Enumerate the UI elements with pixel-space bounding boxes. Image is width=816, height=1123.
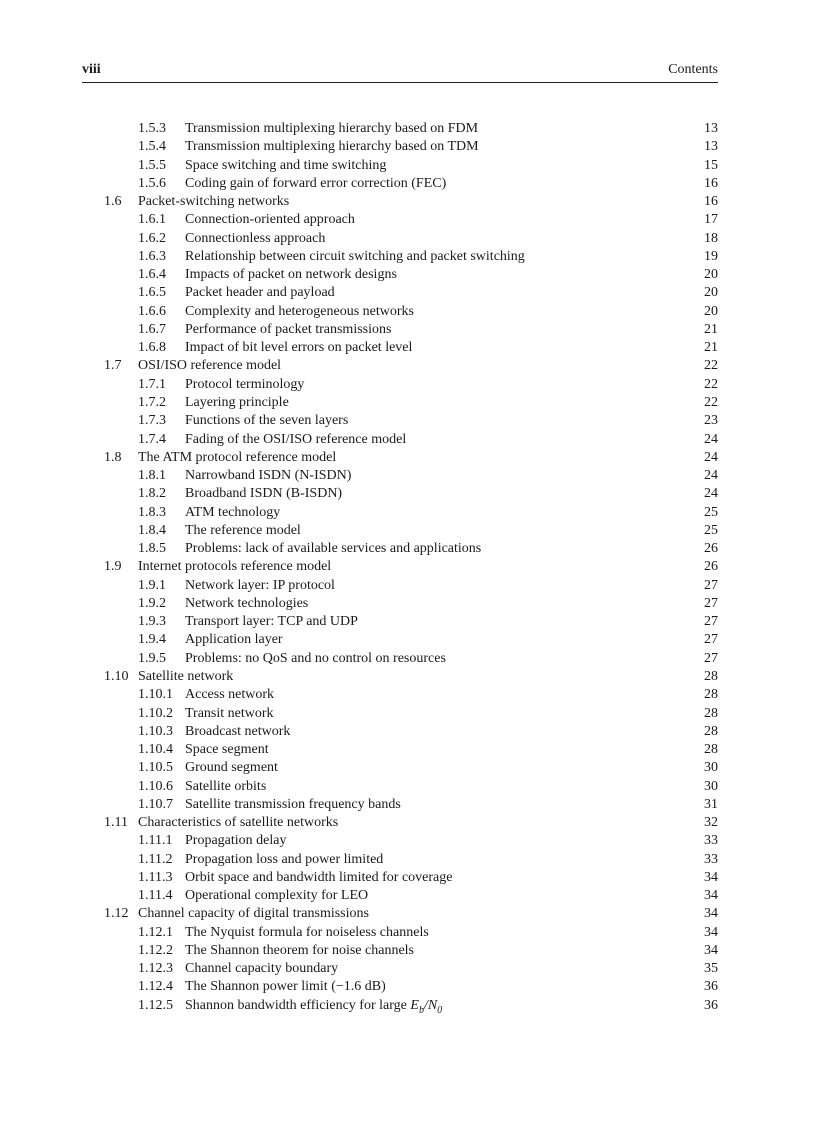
toc-entry-page: 25 <box>704 504 718 520</box>
toc-entry-page: 34 <box>704 888 718 904</box>
toc-entry-title <box>185 211 355 229</box>
toc-subsection-entry[interactable] <box>0 686 816 704</box>
toc-entry-page: 34 <box>704 942 718 958</box>
toc-entry-title <box>185 303 414 321</box>
toc-entry-title <box>185 577 335 595</box>
toc-section-entry[interactable] <box>0 668 816 686</box>
toc-section-entry[interactable] <box>0 905 816 923</box>
toc-entry-page: 23 <box>704 413 718 429</box>
toc-entry-title-text: Packet-switching networks <box>138 194 290 210</box>
toc-subsection-entry[interactable] <box>0 394 816 412</box>
page-header <box>82 60 718 83</box>
toc-entry-title-text: Connectionless approach <box>185 230 326 246</box>
toc-entry-title-text: Propagation delay <box>185 833 287 849</box>
toc-entry-title <box>185 997 442 1020</box>
toc-entry-page: 25 <box>704 522 718 538</box>
toc-entry-page: 26 <box>704 559 718 575</box>
toc-entry-title <box>185 960 338 978</box>
toc-subsection-entry[interactable] <box>0 595 816 613</box>
toc-entry-title-text: Complexity and heterogeneous networks <box>185 303 415 319</box>
toc-entry-title-text: Impacts of packet on network designs <box>185 267 397 283</box>
toc-entry-number: 1.7.3 <box>138 413 166 429</box>
toc-entry-number: 1.12 <box>104 906 129 922</box>
toc-entry-title-text: Satellite network <box>138 668 234 684</box>
toc-entry-number: 1.10.7 <box>138 796 173 812</box>
toc-entry-title <box>185 540 481 558</box>
toc-entry-title <box>185 759 278 777</box>
toc-entry-number: 1.6.1 <box>138 212 166 228</box>
table-of-contents <box>0 120 816 1015</box>
toc-entry-page: 30 <box>704 778 718 794</box>
toc-entry-title-text: Transmission multiplexing hierarchy based on TDM <box>185 139 479 155</box>
toc-section-entry[interactable] <box>0 814 816 832</box>
toc-entry-title <box>185 376 304 394</box>
toc-entry-title-text: The Shannon theorem for noise channels <box>185 942 414 958</box>
toc-subsection-entry[interactable] <box>0 741 816 759</box>
toc-entry-page: 20 <box>704 303 718 319</box>
toc-entry-page: 20 <box>704 285 718 301</box>
toc-subsection-entry[interactable] <box>0 577 816 595</box>
toc-entry-title <box>185 631 283 649</box>
toc-entry-title-text: Broadcast network <box>185 723 291 739</box>
toc-entry-number: 1.6 <box>104 194 122 210</box>
toc-entry-number: 1.8.5 <box>138 541 166 557</box>
toc-entry-title-text: Characteristics of satellite networks <box>138 815 339 831</box>
math-part-e: E <box>410 997 419 1013</box>
running-title: Contents <box>668 62 718 77</box>
toc-entry-title-text: Narrowband ISDN (N-ISDN) <box>185 468 352 484</box>
toc-entry-title <box>185 851 383 869</box>
toc-entry-page: 36 <box>704 979 718 995</box>
toc-subsection-entry[interactable] <box>0 942 816 960</box>
toc-entry-number: 1.6.7 <box>138 321 166 337</box>
toc-entry-number: 1.10.6 <box>138 778 173 794</box>
toc-entry-number: 1.10.1 <box>138 687 173 703</box>
toc-entry-title-text: Application layer <box>185 632 283 648</box>
toc-entry-title-text: Transport layer: TCP and UDP <box>185 614 358 630</box>
toc-entry-page: 33 <box>704 833 718 849</box>
toc-subsection-entry[interactable] <box>0 650 816 668</box>
toc-entry-number: 1.10.4 <box>138 742 173 758</box>
toc-entry-page: 24 <box>704 431 718 447</box>
toc-entry-page: 36 <box>704 997 718 1013</box>
toc-entry-title-text: Channel capacity boundary <box>185 961 339 977</box>
math-part-e-sub: b <box>418 1004 424 1016</box>
toc-entry-title-text: Protocol terminology <box>185 376 305 392</box>
toc-subsection-entry[interactable] <box>0 431 816 449</box>
toc-entry-page: 24 <box>704 486 718 502</box>
toc-entry-title <box>185 796 401 814</box>
toc-entry-page: 28 <box>704 687 718 703</box>
toc-entry-title <box>185 284 335 302</box>
toc-entry-number: 1.10.5 <box>138 760 173 776</box>
toc-entry-number: 1.12.2 <box>138 942 173 958</box>
toc-subsection-entry[interactable] <box>0 376 816 394</box>
toc-entry-number: 1.10.2 <box>138 705 173 721</box>
toc-entry-page: 21 <box>704 340 718 356</box>
toc-entry-page: 22 <box>704 358 718 374</box>
toc-entry-number: 1.11.3 <box>138 869 173 885</box>
toc-entry-title-text: Performance of packet transmissions <box>185 321 392 337</box>
toc-entry-page: 27 <box>704 632 718 648</box>
math-part-slash: / <box>423 997 428 1013</box>
toc-entry-title <box>185 595 308 613</box>
math-part-n: N <box>427 997 438 1013</box>
toc-entry-title-text: Functions of the seven layers <box>185 413 349 429</box>
toc-entry-title <box>138 193 289 211</box>
toc-entry-title-text: Space segment <box>185 742 269 758</box>
toc-entry-title-text: Packet header and payload <box>185 285 335 301</box>
toc-entry-page: 27 <box>704 595 718 611</box>
toc-subsection-entry[interactable] <box>0 869 816 887</box>
toc-entry-number: 1.6.4 <box>138 267 166 283</box>
toc-entry-page: 30 <box>704 760 718 776</box>
toc-entry-number: 1.7.2 <box>138 394 166 410</box>
toc-entry-number: 1.12.5 <box>138 997 173 1013</box>
toc-entry-title <box>185 887 368 905</box>
toc-section-entry[interactable] <box>0 449 816 467</box>
toc-entry-number: 1.6.5 <box>138 285 166 301</box>
toc-subsection-entry[interactable] <box>0 504 816 522</box>
toc-entry-title <box>138 357 281 375</box>
toc-entry-title-text: OSI/ISO reference model <box>138 358 282 374</box>
toc-entry-number: 1.8 <box>104 449 122 465</box>
toc-subsection-entry[interactable] <box>0 284 816 302</box>
toc-entry-title-text: Relationship between circuit switching and packet switching <box>185 248 525 264</box>
toc-entry-page: 27 <box>704 577 718 593</box>
toc-entry-page: 35 <box>704 961 718 977</box>
toc-entry-title-text: Space switching and time switching <box>185 157 387 173</box>
toc-entry-title-text: The ATM protocol reference model <box>138 449 337 465</box>
toc-entry-page: 20 <box>704 267 718 283</box>
toc-entry-page: 22 <box>704 376 718 392</box>
toc-entry-number: 1.5.5 <box>138 157 166 173</box>
page-number: viii <box>82 62 101 77</box>
toc-subsection-entry[interactable] <box>0 412 816 430</box>
toc-entry-number: 1.10.3 <box>138 723 173 739</box>
toc-entry-title <box>138 668 233 686</box>
toc-entry-title <box>185 832 286 850</box>
toc-entry-title <box>185 394 289 412</box>
toc-entry-page: 28 <box>704 705 718 721</box>
toc-entry-number: 1.5.6 <box>138 175 166 191</box>
toc-entry-title-text: Satellite transmission frequency bands <box>185 796 401 812</box>
toc-entry-title <box>185 431 406 449</box>
toc-entry-number: 1.7.4 <box>138 431 166 447</box>
toc-subsection-entry[interactable] <box>0 485 816 503</box>
toc-subsection-entry[interactable] <box>0 960 816 978</box>
toc-entry-number: 1.8.4 <box>138 522 166 538</box>
toc-entry-page: 22 <box>704 394 718 410</box>
toc-entry-title <box>185 650 446 668</box>
toc-entry-number: 1.11.1 <box>138 833 173 849</box>
toc-entry-title <box>185 467 351 485</box>
toc-section-entry[interactable] <box>0 193 816 211</box>
toc-subsection-entry[interactable] <box>0 832 816 850</box>
toc-entry-title-text: Satellite orbits <box>185 778 267 794</box>
toc-entry-title <box>185 778 266 796</box>
toc-entry-title-text: Shannon bandwidth efficiency for large <box>185 997 407 1013</box>
toc-entry-title <box>185 175 446 193</box>
toc-subsection-entry[interactable] <box>0 723 816 741</box>
toc-entry-number: 1.11.4 <box>138 888 173 904</box>
toc-entry-title-text: Channel capacity of digital transmissions <box>138 906 369 922</box>
toc-entry-title <box>185 869 452 887</box>
toc-entry-title <box>138 558 331 576</box>
toc-entry-title-text: Problems: lack of available services and applications <box>185 541 482 557</box>
toc-entry-number: 1.7.1 <box>138 376 166 392</box>
toc-entry-title <box>185 138 479 156</box>
toc-entry-title-text: Internet protocols reference model <box>138 559 332 575</box>
toc-entry-title-text: Network technologies <box>185 595 309 611</box>
toc-entry-title-text: Transmission multiplexing hierarchy based on FDM <box>185 121 479 136</box>
toc-entry-page: 26 <box>704 541 718 557</box>
toc-entry-page: 24 <box>704 449 718 465</box>
toc-entry-page: 16 <box>704 194 718 210</box>
toc-entry-number: 1.12.3 <box>138 961 173 977</box>
toc-entry-title <box>185 522 301 540</box>
toc-entry-title <box>185 942 414 960</box>
toc-entry-page: 28 <box>704 668 718 684</box>
toc-entry-number: 1.9 <box>104 559 122 575</box>
toc-entry-title-text: The Nyquist formula for noiseless channels <box>185 924 429 940</box>
toc-entry-page: 13 <box>704 139 718 155</box>
toc-subsection-entry[interactable] <box>0 266 816 284</box>
toc-entry-number: 1.9.1 <box>138 577 166 593</box>
toc-entry-title <box>185 741 269 759</box>
toc-entry-page: 13 <box>704 121 718 136</box>
toc-subsection-entry[interactable] <box>0 211 816 229</box>
toc-entry-title-text: Propagation loss and power limited <box>185 851 384 867</box>
toc-entry-title-text: The Shannon power limit (−1.6 dB) <box>185 979 386 995</box>
toc-entry-page: 33 <box>704 851 718 867</box>
toc-entry-title-text: Broadband ISDN (B-ISDN) <box>185 486 343 502</box>
toc-entry-number: 1.8.2 <box>138 486 166 502</box>
toc-subsection-entry[interactable] <box>0 321 816 339</box>
toc-entry-page: 31 <box>704 796 718 812</box>
toc-entry-number: 1.9.3 <box>138 614 166 630</box>
toc-subsection-entry[interactable] <box>0 759 816 777</box>
toc-entry-number: 1.8.3 <box>138 504 166 520</box>
toc-entry-title <box>185 321 391 339</box>
toc-entry-number: 1.11.2 <box>138 851 173 867</box>
toc-entry-title <box>185 924 429 942</box>
toc-subsection-entry[interactable] <box>0 705 816 723</box>
math-expression <box>407 997 443 1016</box>
toc-entry-title-text: Layering principle <box>185 394 289 410</box>
toc-entry-page: 27 <box>704 650 718 666</box>
toc-entry-number: 1.6.3 <box>138 248 166 264</box>
toc-entry-title-text: The reference model <box>185 522 301 538</box>
toc-entry-number: 1.8.1 <box>138 468 166 484</box>
toc-section-entry[interactable] <box>0 558 816 576</box>
toc-entry-number: 1.9.4 <box>138 632 166 648</box>
toc-entry-title <box>185 723 290 741</box>
toc-entry-title-text: Transit network <box>185 705 274 721</box>
toc-subsection-entry[interactable] <box>0 467 816 485</box>
toc-entry-title <box>185 412 348 430</box>
toc-entry-number: 1.6.8 <box>138 340 166 356</box>
toc-entry-page: 28 <box>704 742 718 758</box>
toc-subsection-entry[interactable] <box>0 522 816 540</box>
toc-subsection-entry[interactable] <box>0 230 816 248</box>
toc-subsection-entry[interactable] <box>0 796 816 814</box>
toc-section-entry[interactable] <box>0 357 816 375</box>
toc-entry-title <box>138 905 369 923</box>
toc-entry-title <box>138 449 336 467</box>
toc-entry-title <box>185 120 478 138</box>
toc-entry-title-text: Coding gain of forward error correction (FEC) <box>185 175 447 191</box>
toc-subsection-entry[interactable] <box>0 887 816 905</box>
toc-entry-title-text: Network layer: IP protocol <box>185 577 335 593</box>
toc-entry-title-text: Access network <box>185 687 275 703</box>
toc-entry-page: 27 <box>704 614 718 630</box>
toc-entry-number: 1.6.2 <box>138 230 166 246</box>
toc-subsection-entry[interactable] <box>0 613 816 631</box>
toc-entry-page: 34 <box>704 924 718 940</box>
toc-entry-title <box>185 266 397 284</box>
toc-entry-title <box>185 504 280 522</box>
toc-entry-title-text: Impact of bit level errors on packet level <box>185 340 413 356</box>
toc-entry-title-text: Problems: no QoS and no control on resources <box>185 650 446 666</box>
toc-entry-page: 18 <box>704 230 718 246</box>
toc-entry-title <box>185 230 325 248</box>
toc-entry-title <box>185 686 274 704</box>
toc-entry-page: 28 <box>704 723 718 739</box>
toc-entry-title <box>185 248 525 266</box>
toc-entry-title <box>185 613 358 631</box>
toc-entry-title <box>185 705 274 723</box>
toc-subsection-entry[interactable] <box>0 120 816 138</box>
toc-entry-number: 1.12.1 <box>138 924 173 940</box>
toc-entry-title <box>185 485 342 503</box>
toc-subsection-entry[interactable] <box>0 303 816 321</box>
toc-entry-title-text: Connection-oriented approach <box>185 212 355 228</box>
toc-subsection-entry[interactable] <box>0 978 816 996</box>
toc-subsection-entry[interactable] <box>0 778 816 796</box>
toc-subsection-entry[interactable] <box>0 248 816 266</box>
toc-entry-page: 19 <box>704 248 718 264</box>
toc-entry-number: 1.11 <box>104 815 128 831</box>
toc-entry-title-text: ATM technology <box>185 504 281 520</box>
toc-entry-page: 32 <box>704 815 718 831</box>
toc-entry-page: 24 <box>704 468 718 484</box>
toc-entry-title <box>185 157 386 175</box>
toc-entry-title-text: Fading of the OSI/ISO reference model <box>185 431 407 447</box>
toc-entry-title-text: Operational complexity for LEO <box>185 888 369 904</box>
toc-entry-number: 1.7 <box>104 358 122 374</box>
toc-subsection-entry[interactable] <box>0 339 816 357</box>
toc-entry-page: 34 <box>704 906 718 922</box>
toc-subsection-entry[interactable] <box>0 138 816 156</box>
toc-entry-page: 34 <box>704 869 718 885</box>
toc-entry-number: 1.9.2 <box>138 595 166 611</box>
toc-entry-number: 1.5.4 <box>138 139 166 155</box>
math-part-n-sub: 0 <box>437 1004 443 1016</box>
toc-entry-title-text: Ground segment <box>185 760 278 776</box>
toc-entry-number: 1.5.3 <box>138 121 166 136</box>
toc-entry-page: 17 <box>704 212 718 228</box>
toc-entry-title <box>138 814 338 832</box>
toc-subsection-entry[interactable] <box>0 540 816 558</box>
toc-entry-page: 21 <box>704 321 718 337</box>
toc-entry-number: 1.9.5 <box>138 650 166 666</box>
toc-entry-title <box>185 339 412 357</box>
toc-subsection-entry[interactable] <box>0 997 816 1015</box>
toc-subsection-entry[interactable] <box>0 924 816 942</box>
toc-entry-title-text: Orbit space and bandwidth limited for coverage <box>185 869 453 885</box>
toc-entry-page: 15 <box>704 157 718 173</box>
toc-entry-number: 1.12.4 <box>138 979 173 995</box>
toc-subsection-entry[interactable] <box>0 175 816 193</box>
toc-subsection-entry[interactable] <box>0 631 816 649</box>
toc-entry-number: 1.10 <box>104 668 129 684</box>
toc-entry-page: 16 <box>704 175 718 191</box>
toc-subsection-entry[interactable] <box>0 851 816 869</box>
toc-entry-title <box>185 978 386 996</box>
toc-entry-number: 1.6.6 <box>138 303 166 319</box>
toc-subsection-entry[interactable] <box>0 157 816 175</box>
